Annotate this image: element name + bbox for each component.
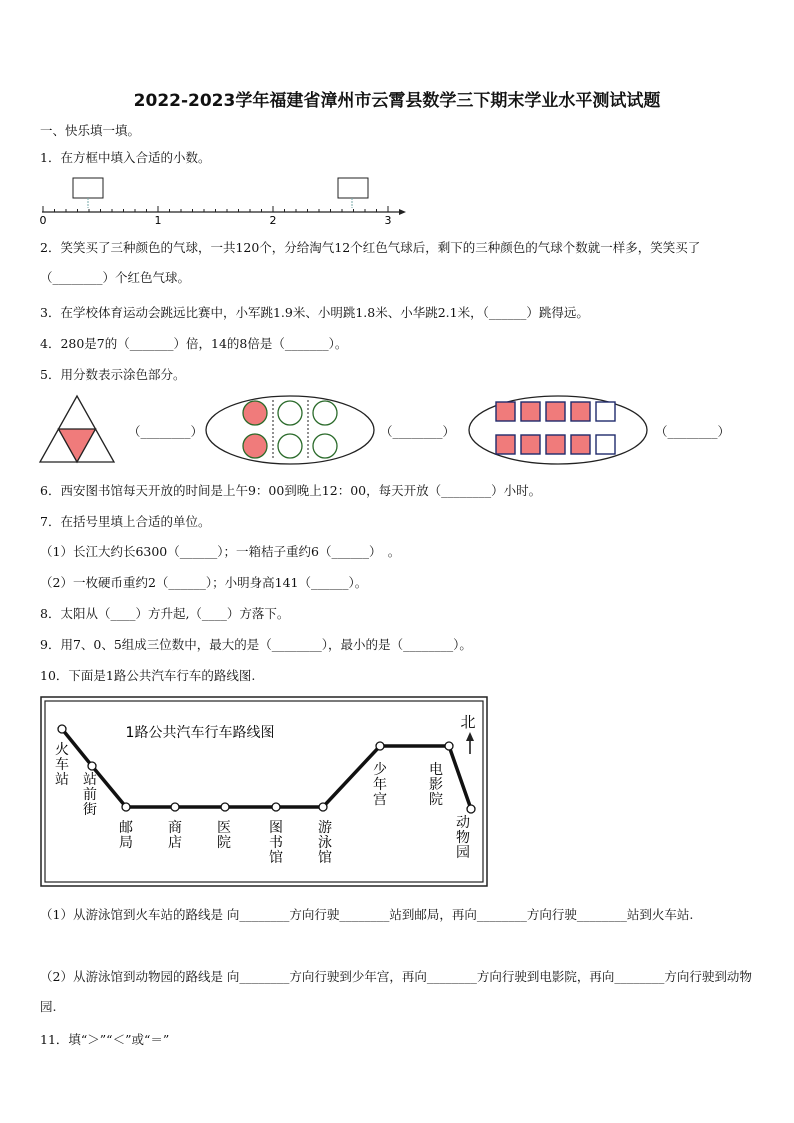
shaded-square <box>571 402 590 421</box>
empty-square <box>596 435 615 454</box>
question-10: 10．下面是1路公共汽车行车的路线图. <box>40 668 256 683</box>
question-7-1: （1）长江大约长6300（______）；一箱桔子重约6（______） 。 <box>40 544 401 559</box>
shaded-circle <box>243 401 267 425</box>
arrow-right-icon <box>399 209 406 215</box>
question-8: 8．太阳从（____）方升起,（____）方落下。 <box>40 606 290 621</box>
triangle-figure <box>36 392 126 468</box>
answer-box-1[interactable] <box>73 178 103 198</box>
bus-stop-label: 医院 <box>217 820 231 851</box>
bus-stop-label: 商店 <box>168 820 182 851</box>
bus-stop-marker <box>221 803 229 811</box>
north-label: 北 <box>460 713 476 731</box>
bus-stop-marker <box>319 803 327 811</box>
question-10-1: （1）从游泳馆到火车站的路线是 向________方向行驶________站到邮局，再向________方向行驶________站到火车站. <box>40 907 694 922</box>
squares-figure <box>465 392 655 468</box>
tick-label-2: 2 <box>269 214 277 227</box>
bus-stop-marker <box>88 762 96 770</box>
bus-stop-label: 图书馆 <box>269 820 283 866</box>
question-3: 3．在学校体育运动会跳远比赛中，小军跳1.9米、小明跳1.8米、小华跳2.1米，（______）跳得远。 <box>40 305 589 320</box>
bus-stop-label: 邮局 <box>119 820 133 851</box>
question-9: 9．用7、0、5组成三位数中，最大的是（________），最小的是（________）。 <box>40 637 472 652</box>
blank-circles: （________） <box>380 424 456 439</box>
bus-stop-marker <box>272 803 280 811</box>
bus-stop-marker <box>467 805 475 813</box>
bus-stop-label: 电影院 <box>429 762 443 808</box>
bus-stop-label: 火车站 <box>55 742 69 788</box>
question-6: 6．西安图书馆每天开放的时间是上午9：00到晚上12：00，每天开放（________）小时。 <box>40 483 542 498</box>
bus-stop-marker <box>445 742 453 750</box>
answer-box-2[interactable] <box>338 178 368 198</box>
shaded-square <box>496 435 515 454</box>
page-title: 2022-2023学年福建省漳州市云霄县数学三下期末学业水平测试试题 <box>133 91 661 111</box>
bus-stop-marker <box>122 803 130 811</box>
question-7: 7．在括号里填上合适的单位。 <box>40 514 211 529</box>
map-title: 1路公共汽车行车路线图 <box>125 725 275 741</box>
tick-label-0: 0 <box>39 214 47 227</box>
bus-stop-marker <box>58 725 66 733</box>
question-5: 5．用分数表示涂色部分。 <box>40 367 186 382</box>
shaded-square <box>521 435 540 454</box>
question-4: 4．280是7的（_______）倍，14的8倍是（_______）。 <box>40 336 348 351</box>
bus-stop-label: 站前街 <box>83 772 97 818</box>
shaded-square <box>546 402 565 421</box>
shaded-square <box>571 435 590 454</box>
empty-square <box>596 402 615 421</box>
question-10-2: （2）从游泳馆到动物园的路线是 向________方向行驶到少年宫，再向________方向行驶到电影院，再向________方向行驶到动物园. <box>40 969 752 1014</box>
question-11: 11．填“＞”“＜”或“＝” <box>40 1032 170 1047</box>
question-7-2: （2）一枚硬币重约2（______）；小明身高141（______）。 <box>40 575 368 590</box>
bus-stop-label: 动物园 <box>456 815 470 861</box>
shaded-circle <box>243 434 267 458</box>
shaded-square <box>521 402 540 421</box>
bus-stop-label: 游泳馆 <box>318 820 332 866</box>
bus-route-map <box>40 696 490 888</box>
bus-stop-marker <box>376 742 384 750</box>
question-1: 1．在方框中填入合适的小数。 <box>40 150 211 165</box>
bus-stop-label: 少年宫 <box>373 762 387 808</box>
tick-label-1: 1 <box>154 214 162 227</box>
tick-marks <box>43 206 388 212</box>
blank-triangle: （________） <box>128 424 204 439</box>
section-heading: 一、快乐填一填。 <box>40 123 141 138</box>
number-line-figure <box>30 172 420 230</box>
question-2: 2．笑笑买了三种颜色的气球，一共120个，分给淘气12个红色气球后，剩下的三种颜色的气球个数就一样多，笑笑买了（________）个红色气球。 <box>40 240 701 285</box>
shaded-square <box>546 435 565 454</box>
tick-label-3: 3 <box>384 214 392 227</box>
bus-stop-marker <box>171 803 179 811</box>
blank-squares: （________） <box>655 424 731 439</box>
shaded-square <box>496 402 515 421</box>
circles-figure <box>202 392 378 468</box>
